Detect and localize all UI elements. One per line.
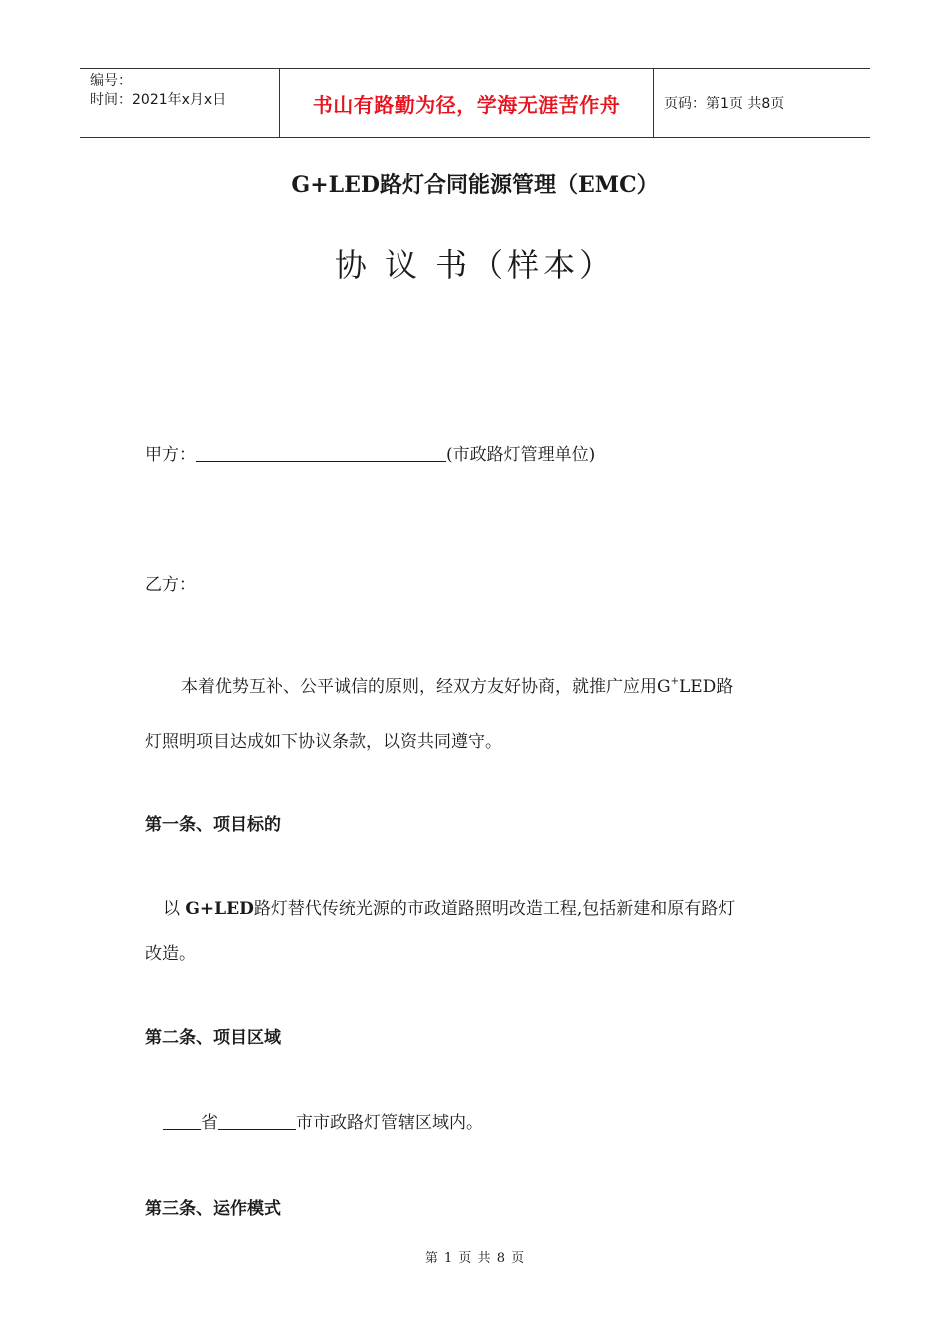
article1-line1 bbox=[163, 894, 735, 919]
party-a-note: (市政路灯管理单位) bbox=[446, 445, 596, 465]
article1-heading: 第一条、项目标的 bbox=[145, 815, 281, 835]
article1-line2: 改造。 bbox=[145, 944, 196, 964]
intro-text-2: LED路 bbox=[678, 677, 734, 697]
header-page-info: 页码：第1页 共8页 bbox=[664, 96, 785, 112]
header-motto: 书山有路勤为径，学海无涯苦作舟 bbox=[280, 69, 654, 137]
document-title: G+LED路灯合同能源管理（EMC） bbox=[291, 172, 659, 198]
intro-paragraph-line1 bbox=[181, 672, 733, 697]
province-blank bbox=[163, 1129, 201, 1130]
party-b-line bbox=[145, 570, 196, 595]
province-label: 省 bbox=[201, 1113, 218, 1133]
article1-prefix: 以 bbox=[163, 899, 180, 919]
time-label: 时间：2021年x月x日 bbox=[90, 92, 227, 108]
page-footer: 第 1 页 共 8 页 bbox=[424, 1251, 526, 1266]
intro-text-1: 本着优势互补、公平诚信的原则，经双方友好协商，就推广应用G bbox=[181, 677, 671, 697]
intro-paragraph-line2: 灯照明项目达成如下协议条款，以资共同遵守。 bbox=[145, 732, 502, 752]
party-a-blank bbox=[196, 461, 446, 462]
party-a-line bbox=[145, 440, 595, 465]
article2-heading: 第二条、项目区域 bbox=[145, 1028, 281, 1048]
city-blank bbox=[218, 1129, 296, 1130]
party-a-label: 甲方： bbox=[145, 445, 196, 465]
header-meta bbox=[80, 69, 280, 137]
article2-line bbox=[163, 1108, 483, 1133]
article1-product: G+LED bbox=[185, 899, 254, 919]
article1-text: 路灯替代传统光源的市政道路照明改造工程,包括新建和原有路灯 bbox=[253, 899, 736, 919]
intro-superscript: + bbox=[670, 676, 679, 687]
article3-heading: 第三条、运作模式 bbox=[145, 1199, 281, 1219]
serial-label: 编号： bbox=[90, 73, 132, 89]
page-header bbox=[80, 68, 870, 138]
party-b-label: 乙方： bbox=[145, 575, 196, 595]
document-subtitle: 协 议 书（样本） bbox=[334, 246, 616, 284]
article2-text: 市市政路灯管辖区域内。 bbox=[296, 1113, 483, 1133]
